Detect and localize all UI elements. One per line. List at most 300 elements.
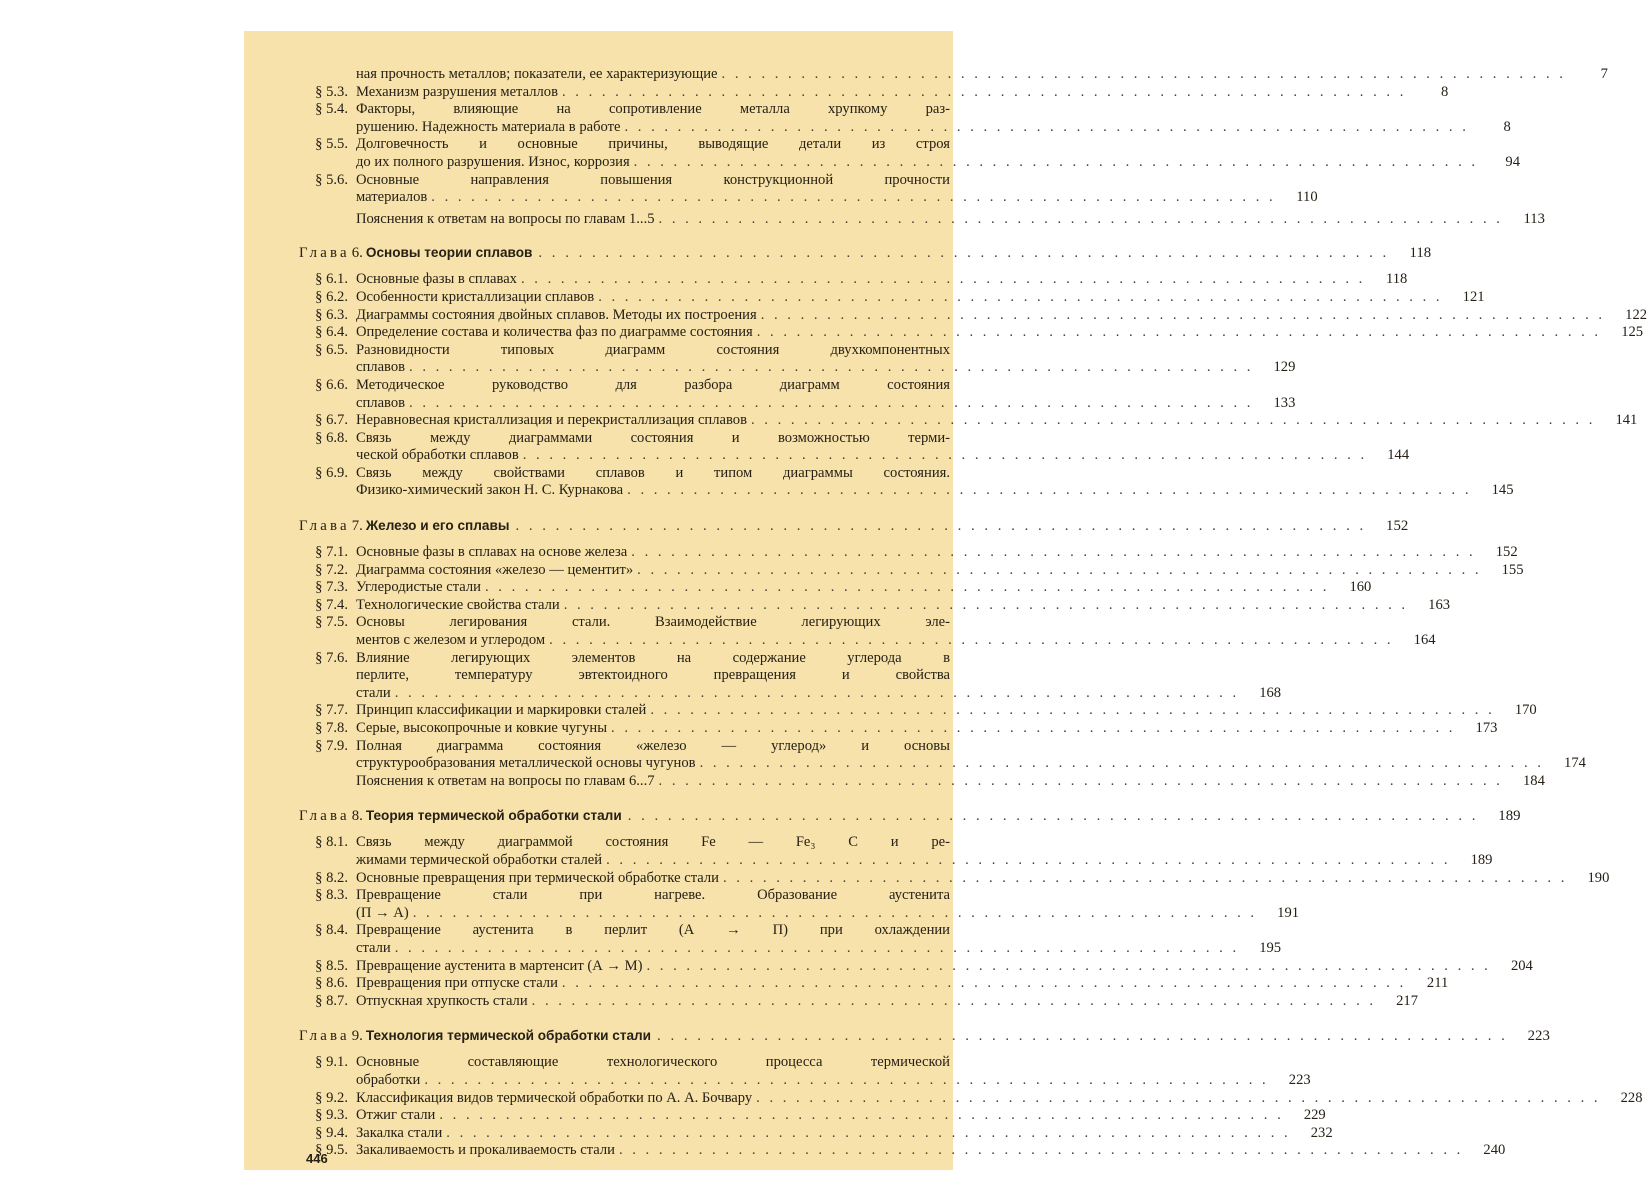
entry-title-text: Пояснения к ответам на вопросы по главам 6...7 [356,772,655,789]
toc-entry [299,429,1410,465]
entry-line [356,172,950,190]
section-number: § 7.7. [315,702,348,719]
entry-title-text: Основные фазы в сплавах на основе железа [356,544,628,561]
entry-text [356,975,1449,993]
dot-leader: . . . . . . . . . . . . . . . . . . . . . . . . . . . . . . . . . . . . . . . . . . . . . . . . . . . . . . . . . . . . . . . . [394,939,1240,956]
toc-entry [299,887,1300,922]
page-ref: 164 [1413,632,1436,649]
entry-line [356,465,950,483]
section-number: § 9.1. [315,1054,348,1071]
entry-text [356,544,1518,562]
page-ref: 7 [1600,66,1608,82]
dot-leader: . . . . . . . . . . . . . . . . . . . . . . . . . . . . . . . . . . . . . . . . . . . . . . . . . . . . . . . . . . . . . . . . [624,118,1469,135]
toc-entry [299,922,1282,957]
entry-text [356,957,1533,976]
entry-title-text: ментов с железом и углеродом [356,632,546,649]
entry-text [356,464,1514,500]
entry-line [356,772,1545,791]
entry-title-text: Основные направления повышения конструкционной прочности [356,171,950,188]
toc-entry [299,579,1372,597]
entry-text [356,83,1449,102]
dot-leader: . . . . . . . . . . . . . . . . . . . . . . . . . . . . . . . . . . . . . . . . . . . . . . . . . . . . . . . . . . . . . . . . [409,394,1254,411]
entry-text [356,1089,1643,1108]
toc-entry [299,271,1408,289]
section-number: § 8.2. [315,869,348,886]
page-ref: 163 [1428,596,1451,613]
toc-entry [299,869,1610,888]
entry-title-text: Пояснения к ответам на вопросы по главам 1...5 [356,210,655,227]
entry-line [356,650,950,668]
dot-leader: . . . . . . . . . . . . . . . . . . . . . . . . . . . . . . . . . . . . . . . . . . . . . . . . . . . . . . . . . . . . . . . . [760,306,1606,323]
toc-entry [299,306,1647,325]
toc-entry [299,324,1644,342]
dot-leader: . . . . . . . . . . . . . . . . . . . . . . . . . . . . . . . . . . . . . . . . . . . . . . . . . . . . . . . . . . . . . . . . [657,1028,1508,1045]
entry-text [356,772,1545,791]
entry-text [356,136,1521,171]
dot-leader: . . . . . . . . . . . . . . . . . . . . . . . . . . . . . . . . . . . . . . . . . . . . . . . . . . . . . . . . . . . . . . . . [633,153,1479,170]
chapter-number: 9. [351,1028,363,1045]
book-page [244,31,1647,1170]
entry-title-text: Особенности кристаллизации сплавов [356,288,595,305]
page-ref: 113 [1523,210,1545,227]
entry-text [356,992,1419,1011]
page-ref: 155 [1501,561,1524,578]
page-ref: 204 [1510,957,1533,974]
dot-leader: . . . . . . . . . . . . . . . . . . . . . . . . . . . . . . . . . . . . . . . . . . . . . . . . . . . . . . . . . . . . . . . . [756,324,1602,341]
chapter-sections [299,1054,1643,1160]
entry-text [356,271,1408,289]
entry-title-text: Превращение аустенита в перлит (А → П) при охлаждении [356,922,950,939]
entry-line [356,324,1644,342]
section-number: § 7.2. [315,561,348,578]
page-ref: 229 [1303,1107,1326,1124]
section-number: § 7.6. [315,649,348,666]
page-ref: 191 [1277,904,1300,921]
section-number [299,773,356,791]
dot-leader: . . . . . . . . . . . . . . . . . . . . . . . . . . . . . . . . . . . . . . . . . . . . . . . . . . . . . . . . . . . . . . . . [646,957,1491,974]
chapter-label: Глава [299,245,350,262]
toc-entry [299,288,1485,307]
entry-line [356,922,950,940]
section-number [299,211,356,229]
page-ref: 121 [1462,288,1485,305]
entry-line [356,632,1436,650]
entry-line [356,1071,1311,1090]
entry-line [356,904,1300,923]
dot-leader: . . . . . . . . . . . . . . . . . . . . . . . . . . . . . . . . . . . . . . . . . . . . . . . . . . . . . . . . . . . . . . . . [627,808,1479,825]
section-number: § 9.4. [315,1124,348,1141]
entry-title-text: Основные составляющие технологического процесса термической [356,1054,950,1071]
section-number: § 8.5. [315,957,348,974]
entry-title-text: Принцип классификации и маркировки сталей [356,702,647,719]
dot-leader: . . . . . . . . . . . . . . . . . . . . . . . . . . . . . . . . . . . . . . . . . . . . . . . . . . . . . . . . . . . . . . . . [658,210,1503,227]
toc-entry [299,702,1537,720]
entry-title-text: жимами термической обработки сталей [356,851,603,868]
entry-title-text: Связь между диаграммой состояния Fe — Fe₃ C и ре- [356,834,950,851]
entry-text [356,649,1282,703]
page-ref: 129 [1273,359,1296,376]
section-number: § 5.4. [315,101,348,118]
toc-entry [299,544,1518,562]
page-ref: 189 [1498,808,1521,825]
entry-text [356,412,1638,430]
page-ref: 145 [1491,482,1514,499]
chapter-label: Глава [299,518,350,535]
toc-entry [299,561,1524,580]
entry-title-text: Отпускная хрупкость стали [356,992,528,1009]
section-number: § 5.6. [315,171,348,188]
entry-line [356,561,1524,580]
entry-text [356,737,1586,773]
entry-text [356,324,1644,342]
entry-title-text: Технологические свойства стали [356,596,560,613]
entry-title-text: Связь между диаграммами состояния и возможностью терми- [356,429,950,446]
entry-line [356,153,1521,172]
entry-title-text: Превращение стали при нагреве. Образование аустенита [356,887,950,904]
chapter-heading [299,807,1521,825]
entry-text [356,101,1511,136]
dot-leader: . . . . . . . . . . . . . . . . . . . . . . . . . . . . . . . . . . . . . . . . . . . . . . . . . . . . . . . . . . . . . . . . [699,755,1544,772]
entry-line [356,939,1282,958]
section-number: § 7.1. [315,544,348,561]
page-ref: 240 [1483,1142,1506,1159]
dot-leader: . . . . . . . . . . . . . . . . . . . . . . . . . . . . . . . . . . . . . . . . . . . . . . . . . . . . . . . . . . . . . . . . [650,702,1495,719]
chapter-heading [299,1027,1550,1045]
entry-line [356,359,1296,377]
section-number: § 7.4. [315,596,348,613]
entry-line [356,579,1372,597]
chapter-number: 6. [351,245,363,262]
entry-title-text: стали [356,684,391,701]
dot-leader: . . . . . . . . . . . . . . . . . . . . . . . . . . . . . . . . . . . . . . . . . . . . . . . . . . . . . . . . . . . . . . . . [631,544,1476,561]
entry-title-text: Основные фазы в сплавах [356,271,517,288]
entry-text [356,1054,1311,1089]
entry-line [356,544,1518,562]
entry-text [356,579,1372,597]
entry-text [356,596,1451,615]
chapter-heading [299,244,1432,262]
toc-entry [299,975,1449,993]
section-number: § 5.5. [315,136,348,153]
section-number: § 6.8. [315,429,348,446]
dot-leader: . . . . . . . . . . . . . . . . . . . . . . . . . . . . . . . . . . . . . . . . . . . . . . . . . . . . . . . . . . . . . . . . [658,772,1503,789]
entry-line [356,1089,1643,1108]
page-ref: 8 [1441,83,1449,100]
dot-leader: . . . . . . . . . . . . . . . . . . . . . . . . . . . . . . . . . . . . . . . . . . . . . . . . . . . . . . . . . . . . . . . . [484,579,1330,596]
entry-line [356,136,950,154]
toc-entry [299,1054,1311,1089]
entry-title-text: Основные превращения при термической обработке стали [356,869,719,886]
entry-line [356,271,1408,289]
toc-entry [299,720,1498,738]
page-number: 446 [306,1151,328,1166]
section-number: § 6.4. [315,324,348,341]
entry-title-text: сплавов [356,394,406,411]
entry-line [356,755,1586,773]
entry-title-text: Основы легирования стали. Взаимодействие легирующих эле- [356,614,950,631]
chapter-number: 7. [351,518,363,535]
entry-title-text: Влияние легирующих элементов на содержание углерода в [356,649,950,666]
section-number: § 6.5. [315,341,348,358]
page-ref: 168 [1259,684,1282,701]
entry-line [356,394,1296,413]
section-number: § 8.7. [315,992,348,1009]
chapter-sections [299,271,1647,500]
dot-leader: . . . . . . . . . . . . . . . . . . . . . . . . . . . . . . . . . . . . . . . . . . . . . . . . . . . . . . . . . . . . . . . . [409,359,1254,376]
page-ref: 173 [1475,720,1498,736]
toc-entry [299,412,1638,430]
section-number: § 6.2. [315,288,348,305]
table-of-contents [299,66,1647,1160]
entry-text [356,66,1608,84]
section-number: § 6.1. [315,271,348,288]
toc-entry [299,83,1449,102]
entry-text [356,702,1537,720]
page-ref: 94 [1505,153,1521,170]
entry-text [356,171,1318,207]
entry-line [356,851,1493,870]
page-ref: 223 [1288,1071,1311,1088]
entry-title-text: Классификация видов термической обработки по А. А. Бочвару [356,1089,753,1106]
dot-leader: . . . . . . . . . . . . . . . . . . . . . . . . . . . . . . . . . . . . . . . . . . . . . . . . . . . . . . . . . . . . . . . . [522,447,1368,464]
entry-title-text: перлите, температуру эвтектоидного превращения и свойства [356,667,950,684]
toc-entry [299,136,1521,171]
entry-text [356,341,1296,377]
page-ref: 125 [1621,324,1644,341]
dot-leader: . . . . . . . . . . . . . . . . . . . . . . . . . . . . . . . . . . . . . . . . . . . . . . . . . . . . . . . . . . . . . . . . [424,1071,1269,1088]
dot-leader: . . . . . . . . . . . . . . . . . . . . . . . . . . . . . . . . . . . . . . . . . . . . . . . . . . . . . . . . . . . . . . . . [520,271,1366,288]
entry-line [356,1142,1506,1160]
entry-line [356,596,1451,615]
chapters [299,244,1647,1160]
page-ref: 189 [1470,851,1493,868]
toc-entry [299,649,1282,703]
entry-title-text: Диаграммы состояния двойных сплавов. Методы их построения [356,306,757,323]
chapter-number: 8. [351,808,363,825]
toc-entry [299,1089,1643,1108]
entry-line [356,306,1647,325]
section-number: § 6.6. [315,376,348,393]
toc-entry [299,957,1533,976]
lead-entries [299,66,1608,228]
entry-title-text: (П → А) [356,904,409,921]
dot-leader: . . . . . . . . . . . . . . . . . . . . . . . . . . . . . . . . . . . . . . . . . . . . . . . . . . . . . . . . . . . . . . . . [750,412,1596,429]
section-number [299,66,356,84]
entry-line [356,614,950,632]
toc-entry [299,341,1296,377]
toc-entry [299,992,1419,1011]
entry-text [356,306,1647,325]
entry-line [356,1124,1333,1143]
dot-leader: . . . . . . . . . . . . . . . . . . . . . . . . . . . . . . . . . . . . . . . . . . . . . . . . . . . . . . . . . . . . . . . . [549,632,1394,649]
page-ref: 160 [1349,579,1372,596]
toc-entry [299,737,1586,773]
chapter-heading [299,517,1409,535]
entry-title-text: материалов [356,189,428,206]
section-number: § 8.3. [315,887,348,904]
section-number: § 9.5. [315,1142,348,1159]
dot-leader: . . . . . . . . . . . . . . . . . . . . . . . . . . . . . . . . . . . . . . . . . . . . . . . . . . . . . . . . . . . . . . . . [756,1089,1601,1106]
dot-leader: . . . . . . . . . . . . . . . . . . . . . . . . . . . . . . . . . . . . . . . . . . . . . . . . . . . . . . . . . . . . . . . . [563,596,1409,613]
entry-title-text: Диаграмма состояния «железо — цементит» [356,561,634,578]
section-number: § 8.1. [315,834,348,851]
dot-leader: . . . . . . . . . . . . . . . . . . . . . . . . . . . . . . . . . . . . . . . . . . . . . . . . . . . . . . . . . . . . . . . . [598,288,1443,305]
page-ref: 144 [1387,447,1410,464]
entry-title-text: обработки [356,1071,421,1088]
section-number: § 9.3. [315,1107,348,1124]
chapter-sections [299,834,1610,1010]
page-ref: 232 [1310,1124,1333,1141]
entry-title-text: Связь между свойствами сплавов и типом диаграммы состояния. [356,464,950,481]
entry-line [356,975,1449,993]
section-number: § 7.3. [315,579,348,596]
dot-leader: . . . . . . . . . . . . . . . . . . . . . . . . . . . . . . . . . . . . . . . . . . . . . . . . . . . . . . . . . . . . . . . . [627,482,1472,499]
entry-title-text: Превращение аустенита в мартенсит (А → М) [356,957,643,974]
entry-line [356,684,1282,703]
entry-line [356,869,1610,888]
chapter-title: Технология термической обработки стали [365,1028,652,1044]
toc-entry [299,596,1451,615]
toc-entry [299,1107,1326,1125]
dot-leader: . . . . . . . . . . . . . . . . . . . . . . . . . . . . . . . . . . . . . . . . . . . . . . . . . . . . . . . . . . . . . . . . [618,1142,1464,1159]
entry-text [356,834,1493,869]
entry-title-text: стали [356,939,391,956]
page-ref: 8 [1503,118,1511,135]
entry-title-text: Определение состава и количества фаз по диаграмме состояния [356,324,753,341]
entry-line [356,447,1410,465]
entry-line [356,667,950,685]
entry-line [356,377,950,395]
section-number: § 6.3. [315,306,348,323]
entry-title-text: рушению. Надежность материала в работе [356,118,621,135]
page-ref: 170 [1514,702,1537,719]
entry-title-text: Превращения при отпуске стали [356,975,558,992]
toc-entry [299,171,1318,207]
dot-leader: . . . . . . . . . . . . . . . . . . . . . . . . . . . . . . . . . . . . . . . . . . . . . . . . . . . . . . . . . . . . . . . . [721,66,1566,82]
toc-entry [299,614,1436,649]
page-ref: 152 [1495,544,1518,561]
section-number: § 7.5. [315,614,348,631]
dot-leader: . . . . . . . . . . . . . . . . . . . . . . . . . . . . . . . . . . . . . . . . . . . . . . . . . . . . . . . . . . . . . . . . [561,83,1407,100]
section-number: § 9.2. [315,1089,348,1106]
section-number: § 8.4. [315,922,348,939]
entry-line [356,957,1533,976]
entry-line [356,992,1419,1011]
toc-entry [299,376,1296,412]
dot-leader: . . . . . . . . . . . . . . . . . . . . . . . . . . . . . . . . . . . . . . . . . . . . . . . . . . . . . . . . . . . . . . . . [723,869,1568,886]
entry-title-text: Углеродистые стали [356,579,481,596]
entry-text [356,922,1282,957]
entry-title-text: Физико-химический закон Н. С. Курнакова [356,482,624,499]
entry-line [356,1054,950,1072]
toc-entry [299,1124,1333,1143]
page-ref: 195 [1259,939,1282,956]
entry-title-text: сплавов [356,359,406,376]
page-ref: 141 [1615,412,1638,429]
entry-title-text: Отжиг стали [356,1107,436,1124]
entry-line [356,702,1537,720]
entry-text [356,1142,1506,1160]
entry-line [356,342,950,360]
dot-leader: . . . . . . . . . . . . . . . . . . . . . . . . . . . . . . . . . . . . . . . . . . . . . . . . . . . . . . . . . . . . . . . . [446,1124,1291,1141]
page-ref: 223 [1527,1028,1550,1045]
entry-title-text: Закаливаемость и прокаливаемость стали [356,1142,615,1159]
dot-leader: . . . . . . . . . . . . . . . . . . . . . . . . . . . . . . . . . . . . . . . . . . . . . . . . . . . . . . . . . . . . . . . . [611,720,1456,736]
chapter-sections [299,544,1586,790]
chapter-title: Основы теории сплавов [365,245,533,261]
entry-text [356,429,1410,465]
page-ref: 174 [1564,755,1586,772]
page-ref: 133 [1273,394,1296,411]
page-ref: 118 [1385,271,1408,288]
toc-entry [299,772,1545,791]
dot-leader: . . . . . . . . . . . . . . . . . . . . . . . . . . . . . . . . . . . . . . . . . . . . . . . . . . . . . . . . . . . . . . . . [561,975,1407,992]
entry-text [356,561,1524,580]
dot-leader: . . . . . . . . . . . . . . . . . . . . . . . . . . . . . . . . . . . . . . . . . . . . . . . . . . . . . . . . . . . . . . . . [412,904,1258,921]
entry-line [356,482,1514,500]
section-number: § 6.9. [315,464,348,481]
entry-title-text: Серые, высокопрочные и ковкие чугуны [356,720,608,736]
chapter-title: Теория термической обработки стали [365,808,622,824]
chapter-label: Глава [299,808,350,825]
toc-entry [299,66,1608,84]
entry-title-text: структурообразования металлической основы чугунов [356,755,696,772]
entry-title-text: Разновидности типовых диаграмм состояния двухкомпонентных [356,341,950,358]
page-ref: 211 [1426,975,1449,992]
entry-text [356,1124,1333,1143]
entry-line [356,430,950,448]
page-ref: 190 [1587,869,1610,886]
section-number: § 7.9. [315,737,348,754]
page-ref: 228 [1620,1089,1643,1106]
toc-entry [299,1142,1506,1160]
entry-title-text: Методическое руководство для разбора диаграмм состояния [356,376,950,393]
entry-line [356,118,1511,137]
dot-leader: . . . . . . . . . . . . . . . . . . . . . . . . . . . . . . . . . . . . . . . . . . . . . . . . . . . . . . . . . . . . . . . . [606,851,1451,868]
section-number: § 5.3. [315,83,348,100]
dot-leader: . . . . . . . . . . . . . . . . . . . . . . . . . . . . . . . . . . . . . . . . . . . . . . . . . . . . . . . . . . . . . . . . [531,992,1377,1009]
dot-leader: . . . . . . . . . . . . . . . . . . . . . . . . . . . . . . . . . . . . . . . . . . . . . . . . . . . . . . . . . . . . . . . . [637,561,1482,578]
entry-title-text: Неравновесная кристаллизация и перекристаллизация сплавов [356,412,747,429]
section-number: § 8.6. [315,975,348,992]
page-ref: 184 [1523,772,1545,789]
page-ref: 122 [1625,306,1647,323]
entry-text [356,869,1610,888]
entry-line [356,834,950,852]
entry-line [356,738,950,756]
page-ref: 152 [1386,518,1409,535]
entry-title-text: Механизм разрушения металлов [356,83,558,100]
entry-line [356,101,950,119]
chapter-label: Глава [299,1028,350,1045]
entry-line [356,66,1608,84]
chapter-title: Железо и его сплавы [365,518,510,534]
entry-line [356,189,1318,207]
entry-text [356,1107,1326,1125]
page-ref: 110 [1296,189,1318,206]
section-number: § 6.7. [315,412,348,429]
dot-leader: . . . . . . . . . . . . . . . . . . . . . . . . . . . . . . . . . . . . . . . . . . . . . . . . . . . . . . . . . . . . . . . . [515,518,1367,535]
entry-title-text: ная прочность металлов; показатели, ее характеризующие [356,66,718,82]
entry-text [356,720,1498,738]
entry-line [356,412,1638,430]
entry-title-text: Факторы, влияющие на сопротивление металла хрупкому раз- [356,101,950,118]
entry-text [356,288,1485,307]
entry-text [356,210,1545,229]
entry-title-text: Полная диаграмма состояния «железо — углерод» и основы [356,737,950,754]
dot-leader: . . . . . . . . . . . . . . . . . . . . . . . . . . . . . . . . . . . . . . . . . . . . . . . . . . . . . . . . . . . . . . . . [394,684,1240,701]
entry-title-text: до их полного разрушения. Износ, коррозия [356,153,630,170]
